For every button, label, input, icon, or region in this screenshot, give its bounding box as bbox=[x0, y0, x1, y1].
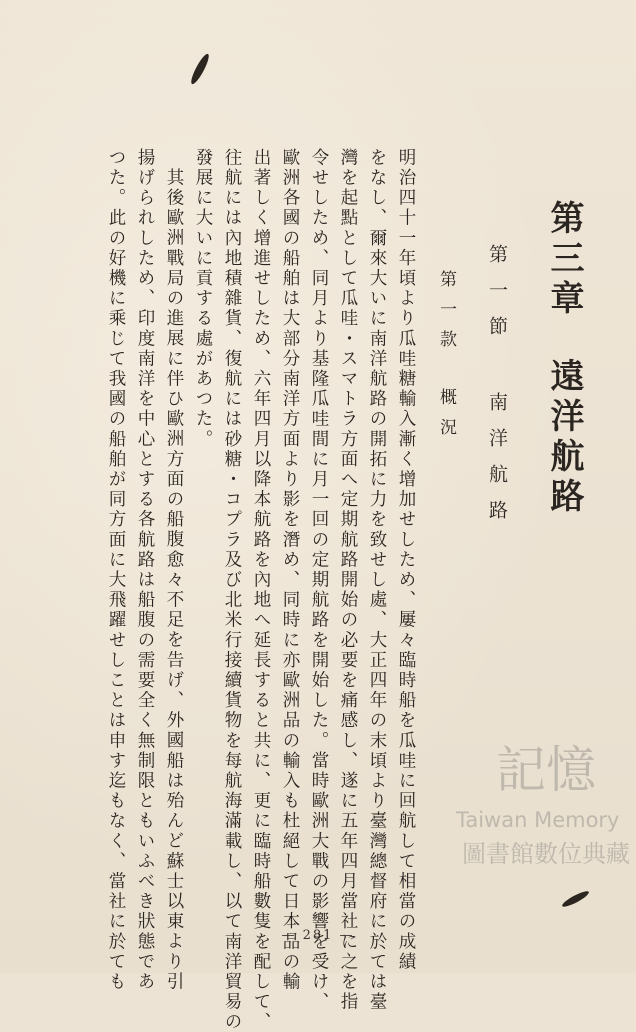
chapter-title bbox=[540, 200, 589, 518]
chapter-number: 第三章 bbox=[544, 200, 584, 320]
body-column-1: 明治四十一年頃より瓜哇糖輸入漸く增加せしため、屢々臨時船を瓜哇に回航して相當の成績 bbox=[396, 148, 416, 973]
article-heading bbox=[434, 270, 459, 448]
page-number: — 281 — bbox=[281, 928, 355, 943]
body-column-5: 歐洲各國の船舶は大部分南洋方面より影を潛め、同時に亦歐洲品の輸入も杜絕して日本品の輸 bbox=[280, 148, 300, 993]
chapter-name: 遠洋航路 bbox=[544, 358, 584, 518]
watermark-english: Taiwan Memory bbox=[456, 808, 620, 832]
ink-smudge-bottom-right bbox=[561, 889, 591, 909]
body-column-8: 發展に大いに貢する處があつた。 bbox=[193, 148, 213, 450]
watermark-title: 記憶 bbox=[496, 741, 596, 799]
body-column-6: 出著しく增進せしため、六年四月以降本航路を內地へ延長すると共に、更に臨時船數隻を配して、 bbox=[251, 148, 271, 1032]
article-number: 第一款 bbox=[436, 270, 456, 360]
body-column-4: 令せしため、同月より基隆瓜哇間に月一回の定期航路を開始した。當時歐洲大戰の影響を受け、 bbox=[309, 148, 329, 1013]
article-name: 概況 bbox=[436, 388, 456, 448]
body-column-11: つた。此の好機に乘じて我國の船舶が同方面に大飛躍せしことは申す迄もなく、當社に於ても bbox=[106, 148, 126, 993]
body-column-7: 往航には內地積雜貨、復航には砂糖・コプラ及び北米行接續貨物を每航海滿載し、以て南洋貿易の bbox=[222, 148, 242, 1032]
body-column-9: 其後歐洲戰局の進展に伴ひ歐洲方面の船腹愈々不足を告げ、外國船は殆んど蘇士以東より引 bbox=[164, 168, 184, 993]
section-heading bbox=[484, 244, 511, 536]
section-number: 第一節 bbox=[486, 244, 508, 352]
library-watermark bbox=[418, 730, 630, 890]
watermark-subtitle: 圖書館數位典藏 bbox=[462, 840, 630, 868]
ink-smudge-top-left bbox=[188, 52, 211, 86]
body-column-3: 灣を起點として瓜哇・スマトラ方面へ定期航路開始の必要を痛感し、遂に五年四月當社に之を指 bbox=[338, 148, 358, 1013]
section-name: 南洋航路 bbox=[486, 392, 508, 536]
body-column-2: をなし、爾來大いに南洋航路の開拓に力を致せし處、大正四年の末頃より臺灣總督府に於ては臺 bbox=[367, 148, 387, 1013]
body-column-10: 揚げられしため、印度南洋を中心とする各航路は船腹の需要全く無制限ともいふべき狀態であ bbox=[135, 148, 155, 993]
